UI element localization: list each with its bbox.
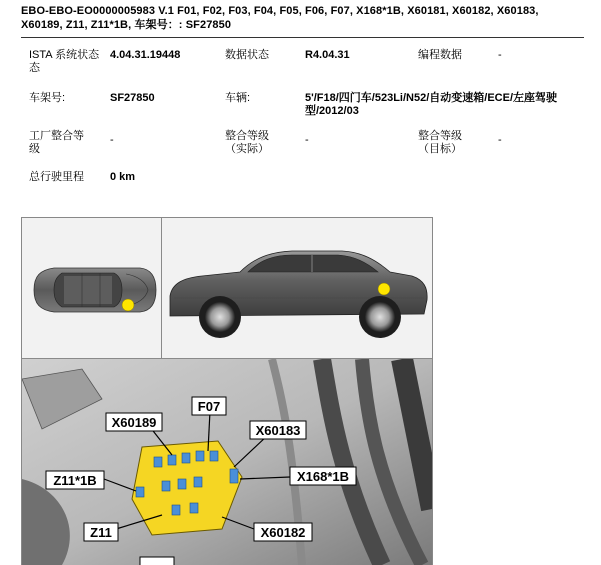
callout-x60189: [106, 413, 162, 431]
engine-bay-detail: [22, 359, 432, 565]
callout-x168-1b: [290, 467, 356, 485]
callout-x168-1b-label: X168*1B: [296, 469, 350, 484]
vehicle-value-line-1: 5'/F18/四门车/523Li/N52/自动变速箱/ECE/左座驾驶: [305, 92, 558, 104]
vin-label: 车架号:: [29, 92, 66, 104]
data-status-label: 数据状态: [225, 49, 269, 61]
header-divider: [21, 37, 584, 38]
location-figure: [21, 217, 433, 565]
vehicle-overview-panel: [22, 218, 432, 359]
actual-level-label-2: （实际）: [225, 143, 269, 155]
callout-x60182-label: X60182: [260, 525, 306, 540]
callout-f07: [192, 397, 226, 415]
vin-value: SF27850: [110, 92, 155, 104]
factory-level-label-2: 级: [29, 143, 40, 155]
callout-z11: [84, 523, 118, 541]
actual-level-value: -: [305, 134, 309, 146]
mileage-value: 0 km: [110, 171, 136, 183]
target-level-label-2: （目标）: [418, 143, 462, 155]
location-marker-top: [122, 299, 134, 311]
header-line-1: EBO-EBO-EO0000005983 V.1 F01, F02, F03, F04, F05, F06, F07, X168*1B, X60181, X60182, X60183,: [21, 5, 539, 17]
document-header: [21, 4, 586, 32]
data-status-value: R4.04.31: [305, 49, 350, 61]
callout-z11-1b: [46, 471, 104, 489]
callout-z11-label: Z11: [90, 525, 112, 540]
target-level-label-1: 整合等级: [418, 130, 462, 142]
callout-x60182: [254, 523, 312, 541]
callout-x60189-label: X60189: [111, 415, 157, 430]
target-level-value: -: [498, 134, 502, 146]
header-line-2: X60189, Z11, Z11*1B, 车架号：: SF27850: [21, 19, 232, 31]
car-top-view: [22, 218, 161, 358]
vehicle-value-line-2: 型/2012/03: [305, 105, 359, 117]
ista-status-label: ISTA 系统状态: [29, 49, 100, 61]
callout-z11-1b-label: Z11*1B: [53, 473, 97, 488]
programming-data-label: 编程数据: [418, 49, 462, 61]
car-side-view: [162, 218, 432, 358]
factory-level-label-1: 工厂整合等: [29, 130, 84, 142]
callout-x60183: [250, 421, 306, 439]
vehicle-label: 车辆:: [225, 92, 251, 104]
callout-x60183-label: X60183: [255, 423, 301, 438]
ista-status-value: 4.04.31.19448: [110, 49, 181, 61]
mileage-label: 总行驶里程: [29, 171, 84, 183]
ista-status-label-wrap: 态: [29, 62, 40, 74]
factory-level-value: -: [110, 134, 114, 146]
location-marker-side: [378, 283, 390, 295]
actual-level-label-1: 整合等级: [225, 130, 269, 142]
callout-f07-label: F07: [197, 399, 221, 414]
programming-data-value: -: [498, 49, 502, 61]
